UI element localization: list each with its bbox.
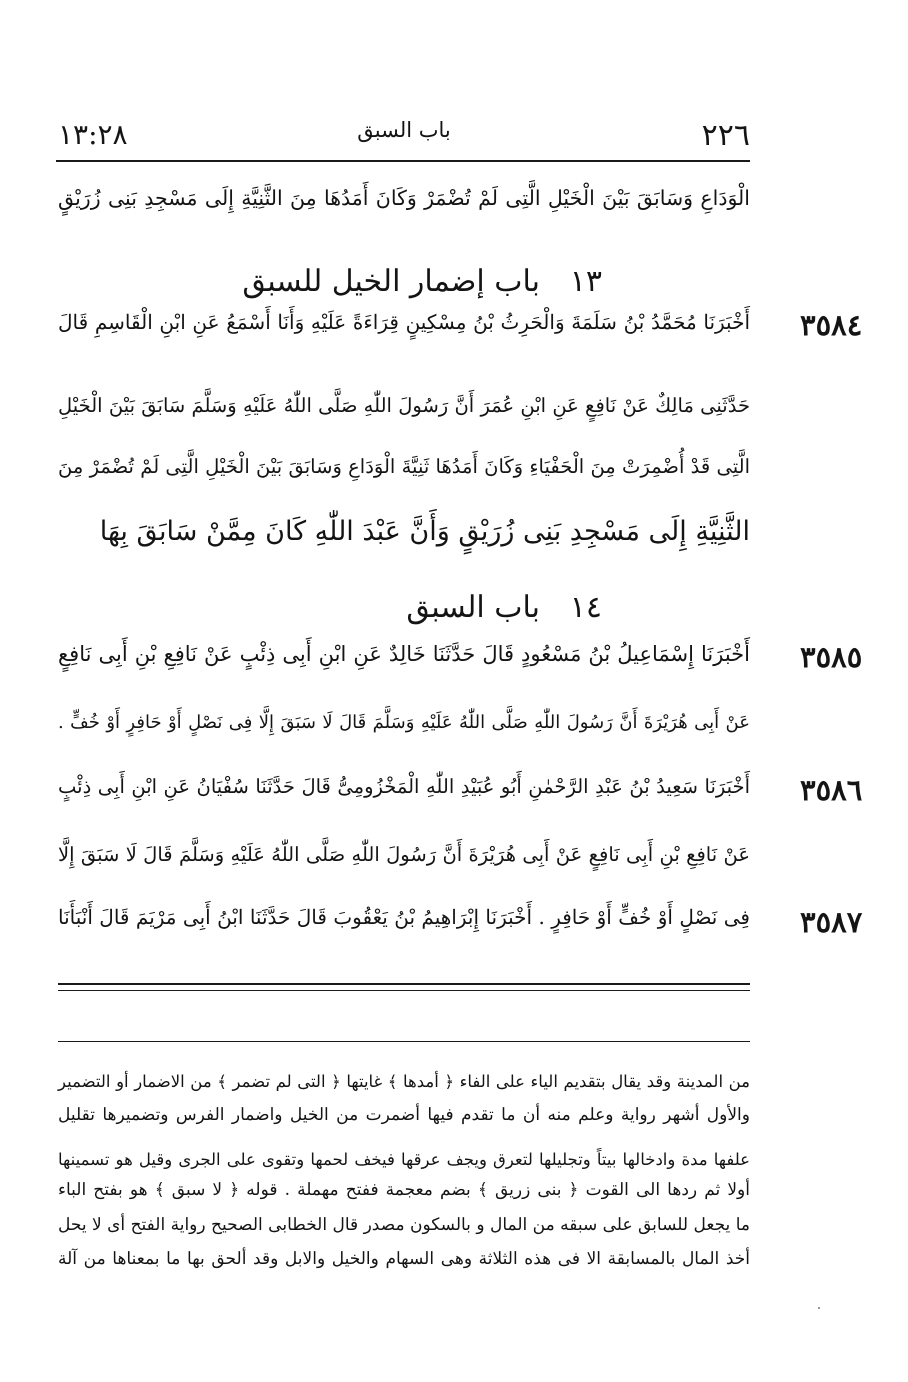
hadith-number: ٣٥٨٧ [800, 905, 863, 939]
hadith-number: ٣٥٨٥ [800, 640, 863, 674]
text-line: فِى نَصْلٍ أَوْ خُفٍّ أَوْ حَافِرٍ . أَخْبَرَنَا إِبْرَاهِيمُ بْنُ يَعْقُوبَ قَالَ حَدَّثَنَا ابْنُ أَبِى مَرْيَمَ قَالَ أَنْبَأَنَا [58, 905, 750, 929]
footnote-line: ما يجعل للسابق على سبقه من المال و بالسكون مصدر قال الخطابى الصحيح رواية الفتح أى لا يحل [58, 1215, 750, 1235]
footnote-line: أولا ثم ردها الى القوت ﴿ بنى زريق ﴾ بضم معجمة ففتح مهملة . قوله ﴿ لا سبق ﴾ هو بفتح الباء [58, 1180, 750, 1200]
chapter-heading-13 [58, 264, 750, 304]
footnote-line: علفها مدة وادخالها بيتاً وتجليلها لتعرق ويجف عرقها فيخف لحمها وتقوى على الجرى وقيل هو تسمينها [58, 1150, 750, 1169]
footnote-line: أخذ المال بالمسابقة الا فى هذه الثلاثة وهى السهام والخيل والابل وقد ألحق بها ما بمعناها من آلة [58, 1249, 750, 1269]
text-line: حَدَّثَنِى مَالِكٌ عَنْ نَافِعٍ عَنِ ابْنِ عُمَرَ أَنَّ رَسُولَ اللّٰهِ صَلَّى اللّٰهُ عَلَيْهِ وَسَلَّمَ سَابَقَ بَيْنَ الْخَيْلِ [58, 394, 750, 417]
chapter-title: باب إضمار الخيل للسبق [242, 264, 540, 299]
scan-speck [818, 1307, 820, 1309]
chapter-heading-14 [58, 590, 750, 630]
running-title: باب السبق [357, 118, 451, 142]
page-header [58, 112, 750, 152]
footnote-line: من المدينة وقد يقال بتقديم الياء على الفاء ﴿ أمدها ﴾ غايتها ﴿ التى لم تضمر ﴾ من الاضمار أو التضمير [58, 1072, 750, 1091]
footnote-rule [58, 1041, 750, 1042]
text-line: أَخْبَرَنَا إِسْمَاعِيلُ بْنُ مَسْعُودٍ قَالَ حَدَّثَنَا خَالِدٌ عَنِ ابْنِ أَبِى ذِئْبٍ عَنْ نَافِعِ بْنِ أَبِى نَافِعٍ [58, 642, 750, 666]
text-line: أَخْبَرَنَا مُحَمَّدُ بْنُ سَلَمَةَ وَالْحَرِثُ بْنُ مِسْكِينٍ قِرَاءَةً عَلَيْهِ وَأَنَا أَسْمَعُ عَنِ ابْنِ الْقَاسِمِ قَالَ [58, 310, 750, 334]
chapter-number: ١٤ [569, 590, 602, 625]
chapter-number: ١٣ [569, 264, 602, 299]
text-end-rule [58, 990, 750, 991]
text-line: الثَّنِيَّةِ إِلَى مَسْجِدِ بَنِى زُرَيْقٍ وَأَنَّ عَبْدَ اللّٰهِ كَانَ مِمَّنْ سَابَقَ بِهَا [99, 516, 750, 547]
hadith-number: ٣٥٨٤ [800, 308, 863, 342]
continuation-line: الْوَدَاعِ وَسَابَقَ بَيْنَ الْخَيْلِ الَّتِى لَمْ تُضْمَرْ وَكَانَ أَمَدُهَا مِنَ الثَّنِيَّةِ إِلَى مَسْجِدِ بَنِى زُرَيْقٍ [58, 186, 750, 210]
text-line: عَنْ نَافِعِ بْنِ أَبِى نَافِعٍ عَنْ أَبِى هُرَيْرَةَ أَنَّ رَسُولَ اللّٰهِ صَلَّى اللّٰهُ عَلَيْهِ وَسَلَّمَ قَالَ لَا سَبَقَ إِلَّا [58, 843, 750, 866]
footnote-line: والأول أشهر رواية وعلم منه أن ما تقدم فيها أضمرت من الخيل واضمار الفرس وتضميرها تقليل [58, 1105, 750, 1125]
text-line: الَّتِى قَدْ أُضْمِرَتْ مِنَ الْحَفْيَاءِ وَكَانَ أَمَدُهَا ثَنِيَّةَ الْوَدَاعِ وَسَابَقَ بَيْنَ الْخَيْلِ الَّتِى لَمْ تُضْمَرْ مِنَ [58, 455, 750, 478]
text-line: أَخْبَرَنَا سَعِيدُ بْنُ عَبْدِ الرَّحْمٰنِ أَبُو عُبَيْدِ اللّٰهِ الْمَخْزُومِىُّ قَالَ حَدَّثَنَا سُفْيَانُ عَنِ ابْنِ أَبِى ذِئْبٍ [58, 775, 750, 798]
volume-reference: ١٣:٢٨ [58, 118, 128, 151]
hadith-number: ٣٥٨٦ [800, 773, 863, 807]
page-number: ٢٢٦ [701, 118, 750, 153]
text-end-rule [58, 983, 750, 985]
header-rule [56, 160, 750, 162]
text-line: عَنْ أَبِى هُرَيْرَةَ أَنَّ رَسُولَ اللّٰهِ صَلَّى اللّٰهُ عَلَيْهِ وَسَلَّمَ قَالَ لَا سَبَقَ إِلَّا فِى نَصْلٍ أَوْ حَافِرٍ أَوْ خُفٍّ . [58, 712, 750, 733]
chapter-title: باب السبق [406, 590, 540, 625]
